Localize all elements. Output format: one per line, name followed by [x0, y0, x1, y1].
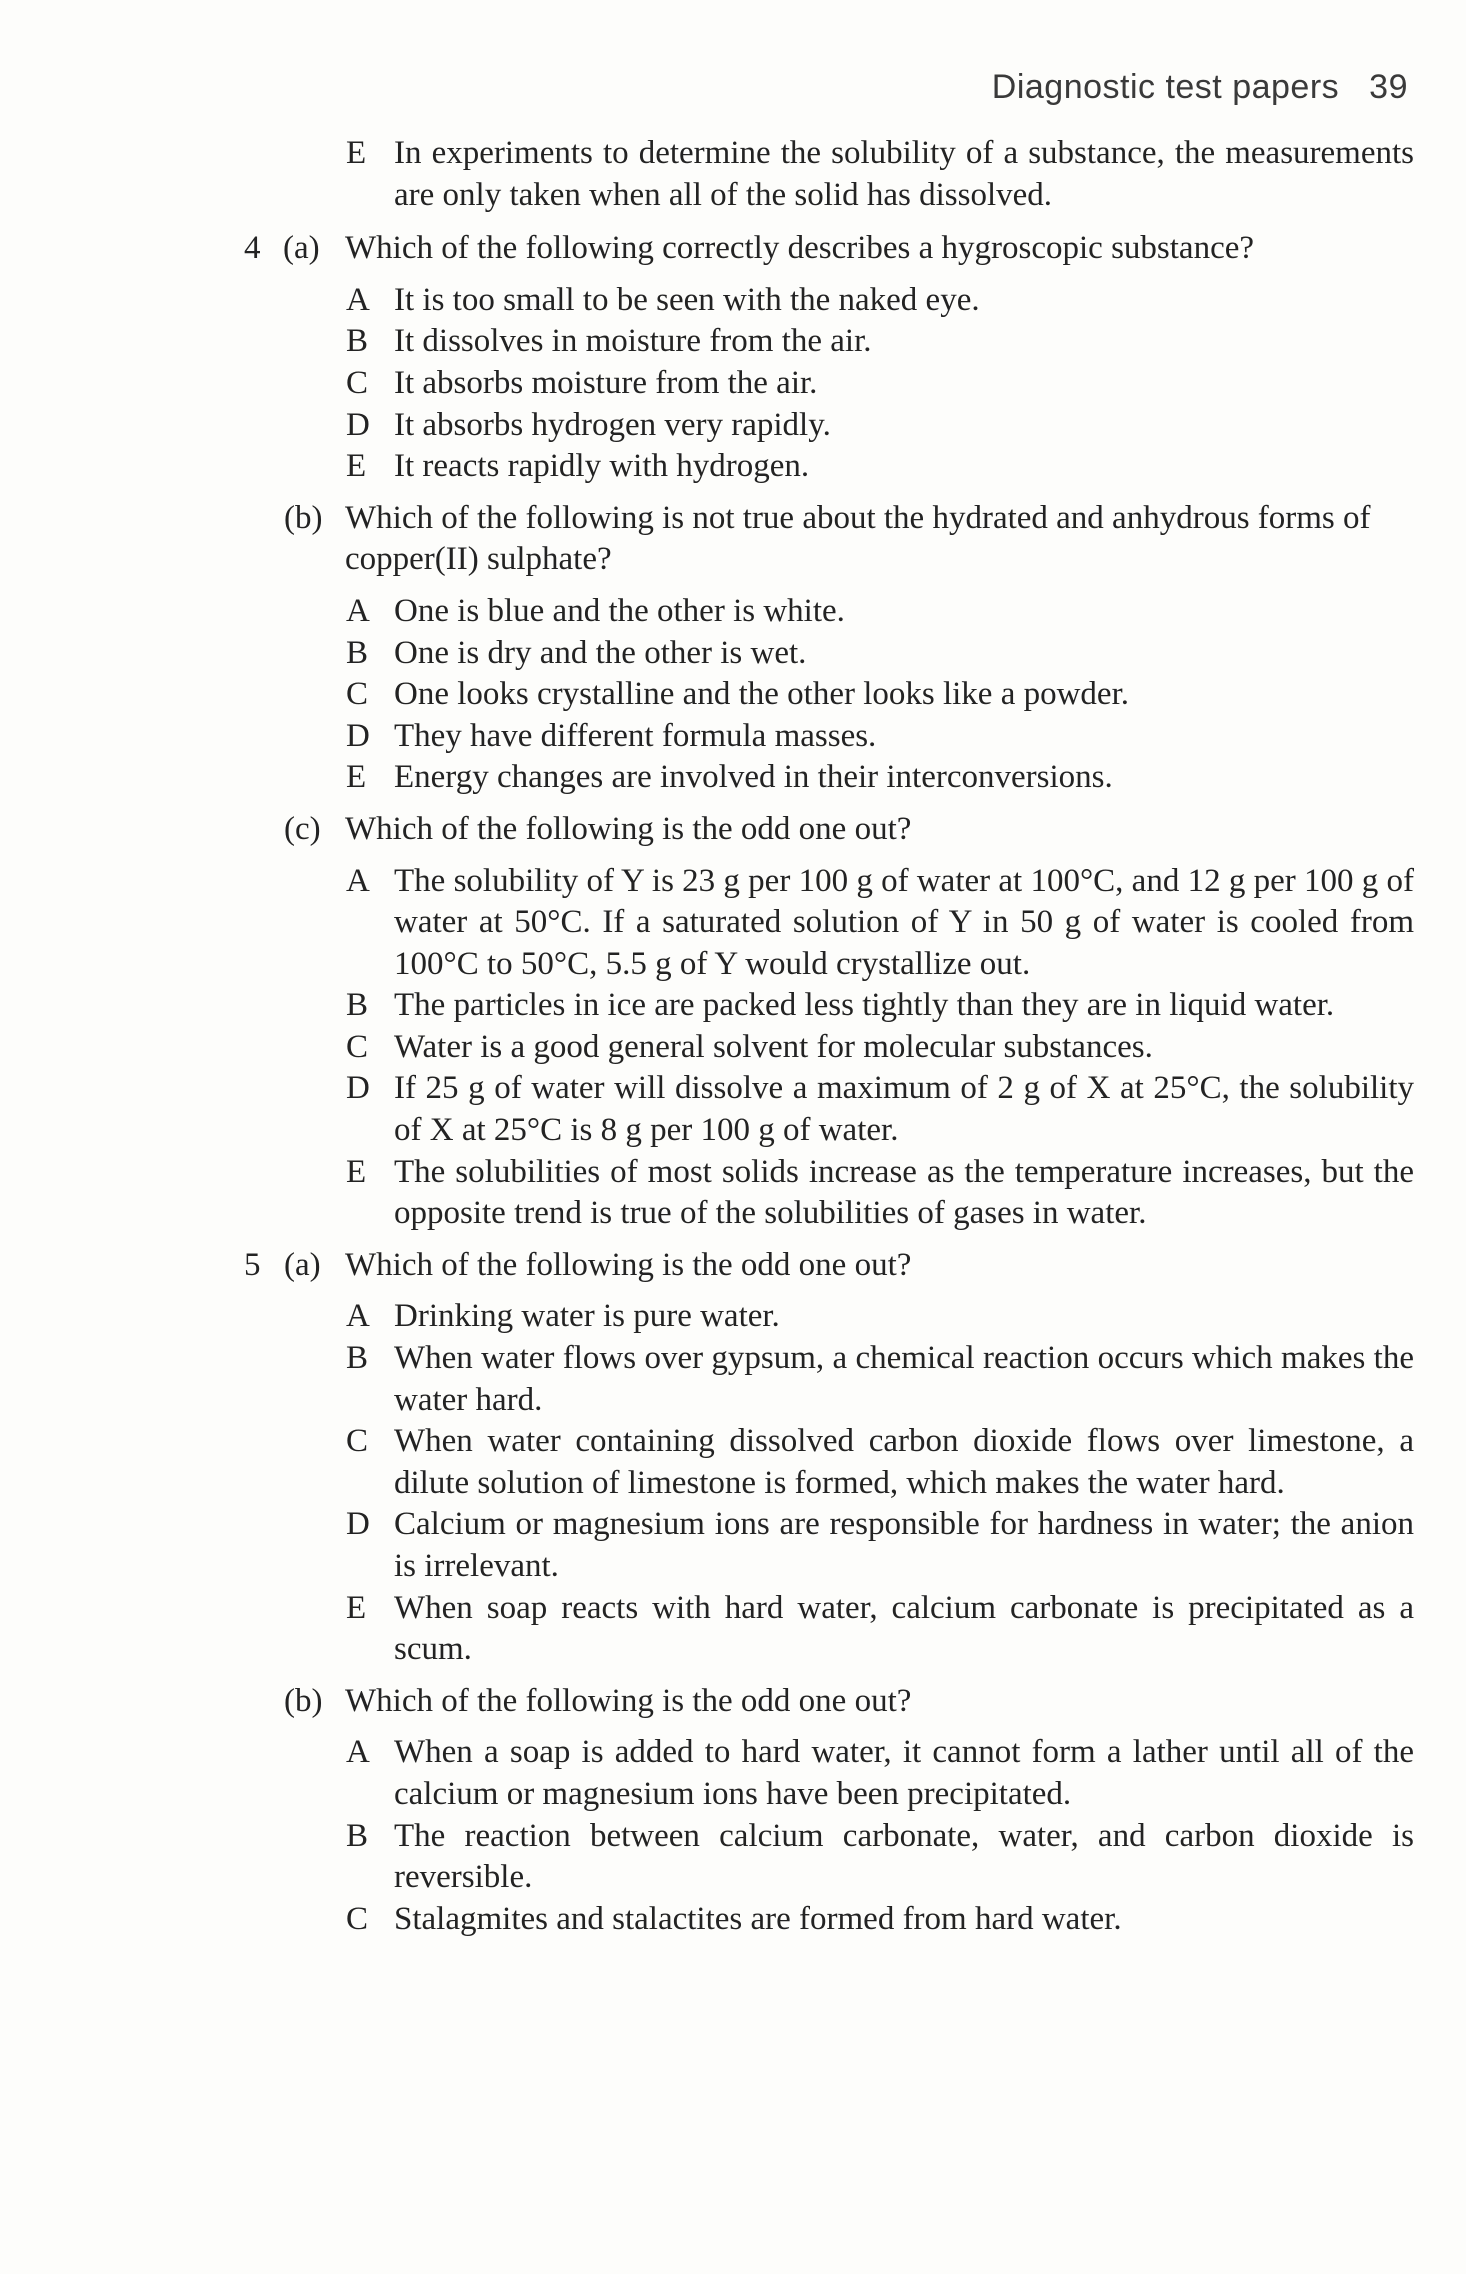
option-letter: B: [346, 634, 369, 671]
option-letter: C: [346, 1900, 369, 1937]
option-letter: D: [346, 1506, 370, 1543]
option-letter: D: [346, 406, 370, 443]
option-4c-e: [0, 1152, 1466, 1235]
option-4c-a: [0, 861, 1466, 986]
option-letter: A: [346, 281, 370, 318]
option-letter: A: [346, 1734, 370, 1771]
option-letter: D: [346, 717, 370, 754]
option-4c-b: [0, 985, 1466, 1027]
option-text: In experiments to determine the solubility of a substance, the measurements are only taken when all of the solid has dissolved.: [394, 135, 1414, 213]
option-text: It absorbs hydrogen very rapidly.: [394, 406, 831, 443]
question-stem: Which of the following is not true about the hydrated and anhydrous forms of copper(II) sulphate?: [345, 499, 1371, 578]
option-letter: E: [346, 448, 367, 485]
option-5a-d: [0, 1504, 1466, 1587]
question-part: (c): [284, 810, 321, 847]
option-text: One is blue and the other is white.: [394, 592, 845, 629]
option-5a-a: [0, 1296, 1466, 1338]
option-text: It is too small to be seen with the naked eye.: [394, 281, 980, 318]
option-4b-e: [0, 757, 1466, 799]
running-title: Diagnostic test papers: [991, 68, 1340, 106]
option-text: Calcium or magnesium ions are responsible for hardness in water; the anion is irrelevant.: [394, 1506, 1414, 1584]
option-text: Stalagmites and stalactites are formed from hard water.: [394, 1900, 1122, 1937]
option-text: The particles in ice are packed less tightly than they are in liquid water.: [394, 987, 1335, 1024]
option-text: When water flows over gypsum, a chemical reaction occurs which makes the water hard.: [394, 1340, 1414, 1418]
option-text: It dissolves in moisture from the air.: [394, 323, 872, 360]
question-stem: Which of the following is the odd one out?: [345, 810, 912, 847]
page-number: 39: [1369, 68, 1408, 106]
option-5b-a: [0, 1732, 1466, 1815]
option-4c-c: [0, 1027, 1466, 1069]
option-text: One is dry and the other is wet.: [394, 634, 807, 671]
option-letter: C: [346, 1423, 369, 1460]
option-letter: C: [346, 676, 369, 713]
question-5a: [0, 1245, 1466, 1287]
question-number: 5: [244, 1246, 261, 1283]
option-letter: B: [346, 1817, 369, 1854]
option-4b-b: [0, 633, 1466, 675]
option-text: Water is a good general solvent for molecular substances.: [394, 1028, 1153, 1065]
question-4c: [0, 809, 1466, 851]
option-letter: A: [346, 862, 370, 899]
option-letter: E: [346, 759, 367, 796]
option-letter: C: [346, 364, 369, 401]
option-5a-e: [0, 1588, 1466, 1671]
option-4a-e: [0, 446, 1466, 488]
question-stem: Which of the following is the odd one out?: [345, 1246, 912, 1283]
option-letter: B: [346, 987, 369, 1024]
option-letter: B: [346, 323, 369, 360]
option-5b-b: [0, 1816, 1466, 1899]
option-4a-b: [0, 321, 1466, 363]
option-text: The reaction between calcium carbonate, water, and carbon dioxide is reversible.: [394, 1817, 1414, 1896]
question-stem: Which of the following correctly describes a hygroscopic substance?: [345, 230, 1255, 267]
page-body: [0, 133, 1466, 1940]
question-part: (a): [283, 230, 320, 267]
option-letter: A: [346, 1298, 370, 1335]
option-text: The solubility of Y is 23 g per 100 g of water at 100°C, and 12 g per 100 g of water at 50°C. If a saturated solution of Y in 50 g of water is cooled from 100°C to 50°C, 5.5 g of Y would crystallize out.: [394, 862, 1414, 982]
option-4a-c: [0, 363, 1466, 405]
question-5b: [0, 1681, 1466, 1723]
question-part: (b): [284, 499, 323, 536]
option-text: When water containing dissolved carbon dioxide flows over limestone, a dilute solution of limestone is formed, which makes the water hard.: [394, 1423, 1414, 1501]
option-text: The solubilities of most solids increase as the temperature increases, but the opposite trend is true of the solubilities of gases in water.: [394, 1153, 1414, 1232]
option-4b-c: [0, 674, 1466, 716]
question-number: 4: [244, 230, 261, 267]
option-text: When a soap is added to hard water, it cannot form a lather until all of the calcium or magnesium ions have been precipitated.: [394, 1734, 1414, 1812]
option-5b-c: [0, 1899, 1466, 1941]
option-5a-c: [0, 1421, 1466, 1504]
option-text: It absorbs moisture from the air.: [394, 364, 818, 401]
question-4a: [0, 228, 1466, 270]
option-letter: E: [346, 1153, 367, 1190]
option-text: Drinking water is pure water.: [394, 1298, 780, 1335]
option-carryover-e: [0, 133, 1466, 216]
option-text: Energy changes are involved in their interconversions.: [394, 759, 1113, 796]
running-head: [992, 68, 1408, 107]
option-letter: C: [346, 1028, 369, 1065]
question-part: (b): [284, 1682, 323, 1719]
option-text: When soap reacts with hard water, calcium carbonate is precipitated as a scum.: [394, 1589, 1414, 1668]
option-letter: A: [346, 592, 370, 629]
option-4b-a: [0, 591, 1466, 633]
option-text: It reacts rapidly with hydrogen.: [394, 448, 810, 485]
option-5a-b: [0, 1338, 1466, 1421]
option-letter: D: [346, 1070, 370, 1107]
option-text: They have different formula masses.: [394, 717, 877, 754]
option-text: If 25 g of water will dissolve a maximum of 2 g of X at 25°C, the solubility of X at 25°C is 8 g per 100 g of water.: [394, 1070, 1414, 1149]
option-4c-d: [0, 1068, 1466, 1151]
option-letter: E: [346, 1589, 367, 1626]
option-letter: E: [346, 135, 367, 171]
option-4a-d: [0, 405, 1466, 447]
question-stem: Which of the following is the odd one out?: [345, 1682, 912, 1719]
option-4a-a: [0, 280, 1466, 322]
option-4b-d: [0, 716, 1466, 758]
option-text: One looks crystalline and the other looks like a powder.: [394, 676, 1129, 713]
option-letter: B: [346, 1340, 369, 1377]
question-part: (a): [284, 1246, 321, 1283]
question-4b: [0, 498, 1466, 581]
